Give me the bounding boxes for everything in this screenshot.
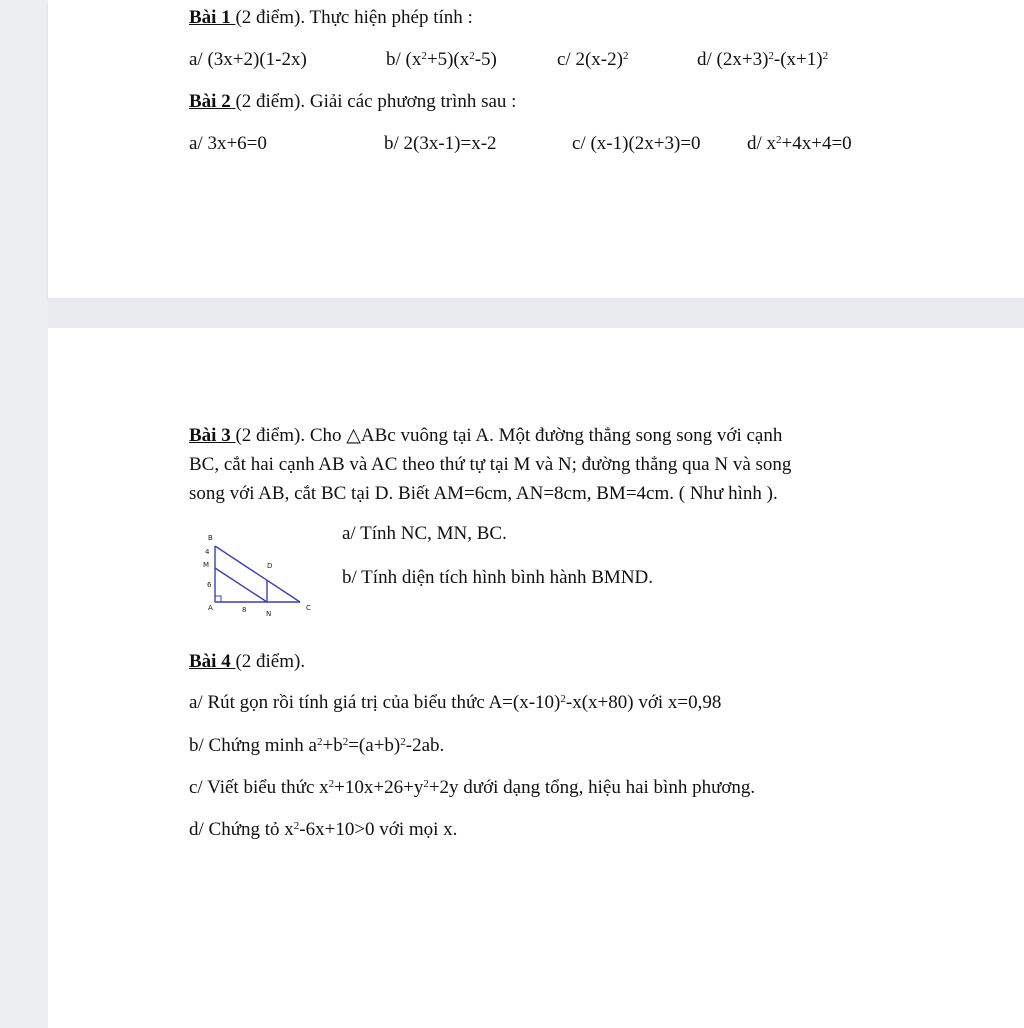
triangle-diagram	[200, 530, 320, 620]
bai2-item-c: c/ (x-1)(2x+3)=0	[572, 133, 701, 154]
bai4-title: Bài 4	[189, 651, 236, 672]
page-separator	[48, 298, 1024, 328]
label-n: N	[266, 610, 272, 618]
bai4-item-a: a/ Rút gọn rồi tính giá trị của biểu thức $A=(x-10)^2-x(x+80)$ với x=0,98	[189, 692, 722, 713]
bai4-item-b: b/ Chứng minh $a^2+b^2=(a+b)^2-2ab$.	[189, 735, 445, 756]
bai3-item-a: a/ Tính NC, MN, BC.	[342, 523, 507, 544]
bai2-item-a: a/ 3x+6=0	[189, 133, 267, 154]
bai4-heading: Bài 4 (2 điểm).	[189, 651, 306, 672]
bai1-item-a: a/ (3x+2)(1-2x)	[189, 49, 307, 70]
label-a: A	[208, 604, 213, 612]
label-d: D	[267, 562, 273, 570]
bai1-item-d: d/ $(2x+3)^2-(x+1)^2$	[697, 49, 829, 70]
bai4-item-c: c/ Viết biểu thức $x^2+10x+26+y^2+2y$ dưới dạng tổng, hiệu hai bình phương.	[189, 777, 756, 798]
bai1-title: Bài 1	[189, 7, 236, 28]
label-b: B	[208, 534, 213, 542]
bai1-item-c: c/ $2(x-2)^2$	[557, 49, 629, 70]
bai3-line-3: song với AB, cắt BC tại D. Biết AM=6cm, AN=8cm, BM=4cm. ( Như hình ).	[189, 483, 778, 504]
bai3-item-b: b/ Tính diện tích hình bình hành BMND.	[342, 567, 654, 588]
bai1-heading-text: (2 điểm). Thực hiện phép tính :	[235, 7, 473, 28]
label-m: M	[203, 561, 210, 569]
bai2-item-d: d/ $x^2+4x+4=0$	[747, 133, 852, 154]
bai2-heading	[189, 90, 516, 114]
bai1-heading	[189, 6, 473, 30]
label-4: 4	[205, 548, 210, 556]
label-6: 6	[207, 581, 212, 589]
bai2-item-b: b/ 2(3x-1)=x-2	[384, 133, 497, 154]
bai3-line-2: BC, cắt hai cạnh AB và AC theo thứ tự tại M và N; đường thẳng qua N và song	[189, 454, 792, 475]
bai2-title: Bài 2	[189, 91, 236, 112]
bai2-heading-text: (2 điểm). Giải các phương trình sau :	[235, 91, 517, 112]
right-angle-mark	[215, 596, 221, 602]
label-8: 8	[242, 606, 247, 614]
bai3-title: Bài 3	[189, 425, 236, 446]
bai3-line-1: Bài 3 (2 điểm). Cho △ABc vuông tại A. Một đường thẳng song song với cạnh	[189, 425, 783, 446]
bai1-item-b: b/ $(x^2+5)(x^2-5)$	[386, 49, 497, 70]
side-bc	[215, 546, 300, 602]
bai4-item-d: d/ Chứng tỏ $x^2-6x+10>0$ với mọi x.	[189, 819, 458, 840]
segment-mn	[215, 568, 267, 602]
label-c: C	[306, 604, 311, 612]
